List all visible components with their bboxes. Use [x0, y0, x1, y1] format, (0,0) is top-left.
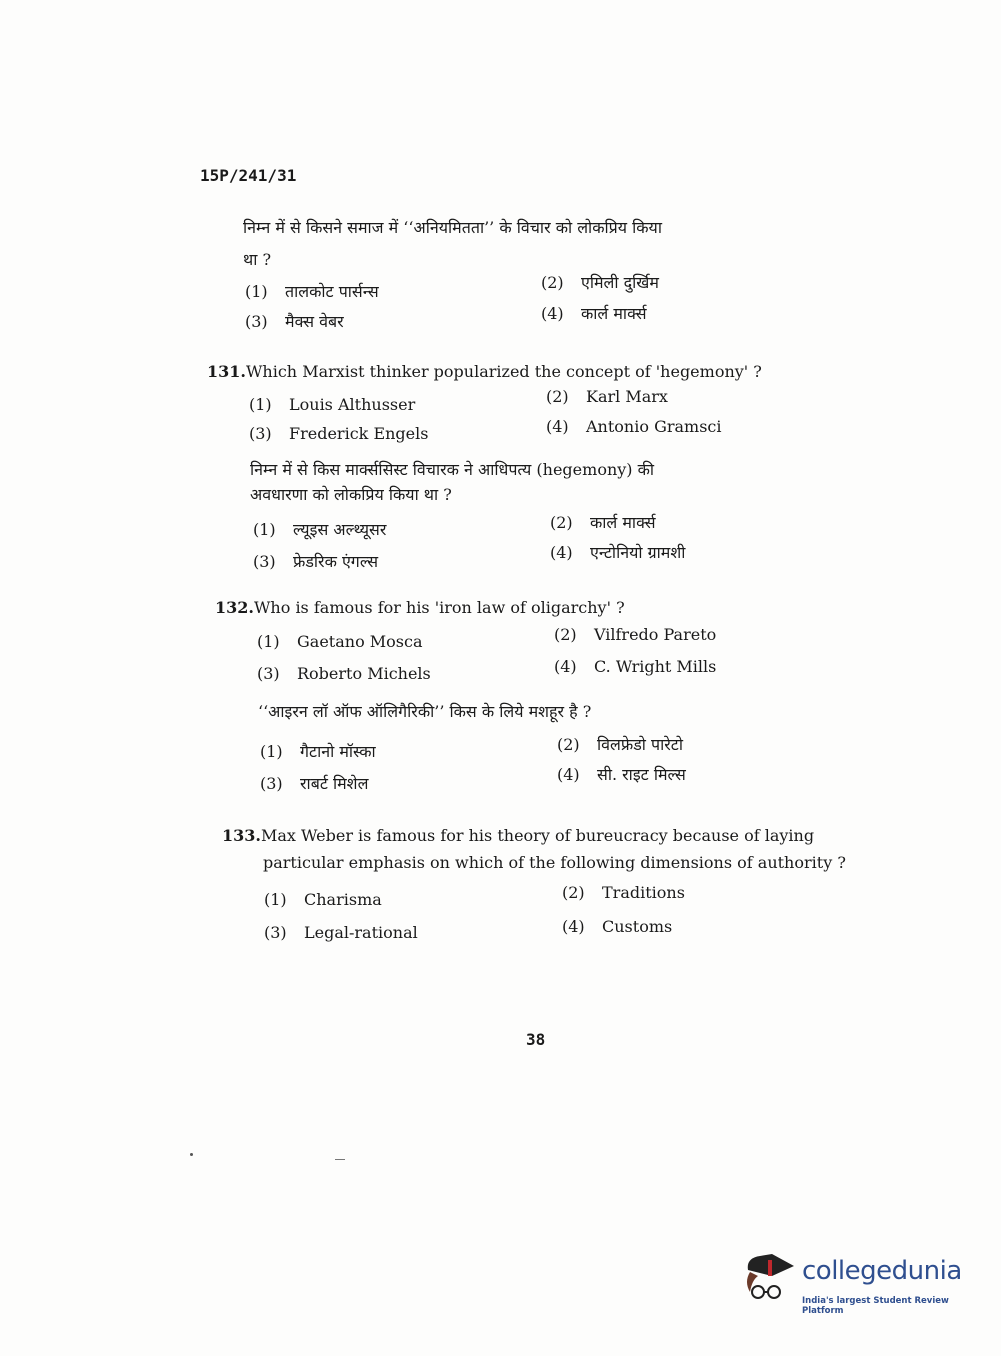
option-number: (2): [550, 513, 573, 532]
option-text: Customs: [602, 917, 673, 936]
question-text: [215, 598, 625, 618]
option-number: (4): [557, 765, 580, 784]
option-text: गैटानो मॉस्का: [300, 742, 376, 761]
option-number: (1): [257, 632, 280, 651]
option-text: कार्ल मार्क्स: [590, 513, 656, 532]
option-text: सी. राइट मिल्स: [597, 765, 686, 784]
option-4-hindi: [557, 765, 686, 785]
option-number: (1): [264, 890, 287, 909]
option-3: [257, 664, 431, 684]
page-number: 38: [526, 1030, 546, 1049]
option-4: [562, 917, 672, 937]
option-text: ल्यूइस अल्थ्यूसर: [293, 520, 387, 539]
brand-name: collegedunia: [802, 1256, 962, 1286]
option-number: (3): [245, 312, 268, 331]
option-4: [541, 304, 647, 324]
option-text: C. Wright Mills: [594, 657, 717, 676]
option-text: मैक्स वेबर: [285, 312, 344, 331]
option-1: [264, 890, 382, 910]
option-number: (1): [249, 395, 272, 414]
option-4-hindi: [550, 543, 685, 563]
question-body: Max Weber is famous for his theory of bureucracy because of laying: [260, 826, 815, 845]
option-text: Gaetano Mosca: [297, 632, 423, 651]
option-text: राबर्ट मिशेल: [300, 774, 369, 793]
question-number: 133.: [222, 826, 261, 845]
question-body: Which Marxist thinker popularized the concept of 'hegemony' ?: [245, 362, 762, 381]
option-text: Karl Marx: [586, 387, 668, 406]
option-text: Frederick Engels: [289, 424, 429, 443]
option-1-hindi: [253, 520, 386, 540]
option-number: (4): [550, 543, 573, 562]
option-number: (3): [249, 424, 272, 443]
option-number: (4): [562, 917, 585, 936]
option-number: (3): [253, 552, 276, 571]
question-text: निम्न में से किसने समाज में ‘‘अनियमितता’’ के विचार को लोकप्रिय किया: [243, 218, 662, 237]
option-1: [249, 395, 415, 415]
option-text: कार्ल मार्क्स: [581, 304, 647, 323]
option-text: एमिली दुर्खिम: [581, 273, 659, 292]
option-text: Antonio Gramsci: [586, 417, 722, 436]
option-4: [554, 657, 716, 677]
option-text: Roberto Michels: [297, 664, 431, 683]
question-text-hindi: ‘‘आइरन लॉ ऑफ ऑलिगैरिकी’’ किस के लिये मशहूर है ?: [258, 702, 592, 721]
option-number: (2): [546, 387, 569, 406]
option-text: फ्रेडरिक एंगल्स: [293, 552, 379, 571]
option-text: Charisma: [304, 890, 382, 909]
brand-tagline: India's largest Student Review Platform: [802, 1296, 949, 1316]
option-4: [546, 417, 722, 437]
option-number: (4): [541, 304, 564, 323]
option-text: एन्टोनियो ग्रामशी: [590, 543, 686, 562]
option-number: (2): [554, 625, 577, 644]
option-3: [264, 923, 418, 943]
option-text: Traditions: [602, 883, 685, 902]
option-number: (2): [557, 735, 580, 754]
paper-code: 15P/241/31: [200, 166, 297, 185]
question-number: 132.: [215, 598, 254, 617]
question-text: था ?: [243, 250, 272, 269]
scan-speck: [190, 1153, 193, 1156]
option-text: Louis Althusser: [289, 395, 416, 414]
option-2-hindi: [550, 513, 656, 533]
mascot-logo-icon: [742, 1250, 798, 1312]
option-1-hindi: [260, 742, 376, 762]
option-text: विलफ्रेडो पारेटो: [597, 735, 683, 754]
option-text: Legal-rational: [304, 923, 418, 942]
question-number: 131.: [207, 362, 246, 381]
question-text-hindi: निम्न में से किस मार्क्ससिस्ट विचारक ने आधिपत्य (hegemony) की: [250, 460, 655, 479]
option-2: [546, 387, 668, 407]
question-text: [207, 362, 762, 382]
question-body: Who is famous for his 'iron law of oligarchy' ?: [253, 598, 625, 617]
option-number: (1): [260, 742, 283, 761]
option-number: (1): [253, 520, 276, 539]
option-3: [249, 424, 428, 444]
option-2-hindi: [557, 735, 683, 755]
option-3: [245, 312, 344, 332]
option-text: तालकोट पार्सन्स: [285, 282, 379, 301]
option-number: (3): [257, 664, 280, 683]
option-number: (3): [264, 923, 287, 942]
option-2: [541, 273, 659, 293]
option-number: (1): [245, 282, 268, 301]
option-2: [562, 883, 685, 903]
option-3-hindi: [260, 774, 368, 794]
question-text: particular emphasis on which of the following dimensions of authority ?: [263, 853, 846, 872]
scan-mark: [335, 1159, 345, 1160]
option-1: [245, 282, 379, 302]
collegedunia-watermark: [742, 1250, 972, 1320]
option-number: (4): [554, 657, 577, 676]
option-number: (3): [260, 774, 283, 793]
question-text-hindi: अवधारणा को लोकप्रिय किया था ?: [250, 485, 452, 504]
option-1: [257, 632, 423, 652]
option-2: [554, 625, 716, 645]
option-text: Vilfredo Pareto: [594, 625, 717, 644]
option-number: (4): [546, 417, 569, 436]
option-3-hindi: [253, 552, 378, 572]
question-text: [222, 826, 814, 846]
option-number: (2): [562, 883, 585, 902]
option-number: (2): [541, 273, 564, 292]
